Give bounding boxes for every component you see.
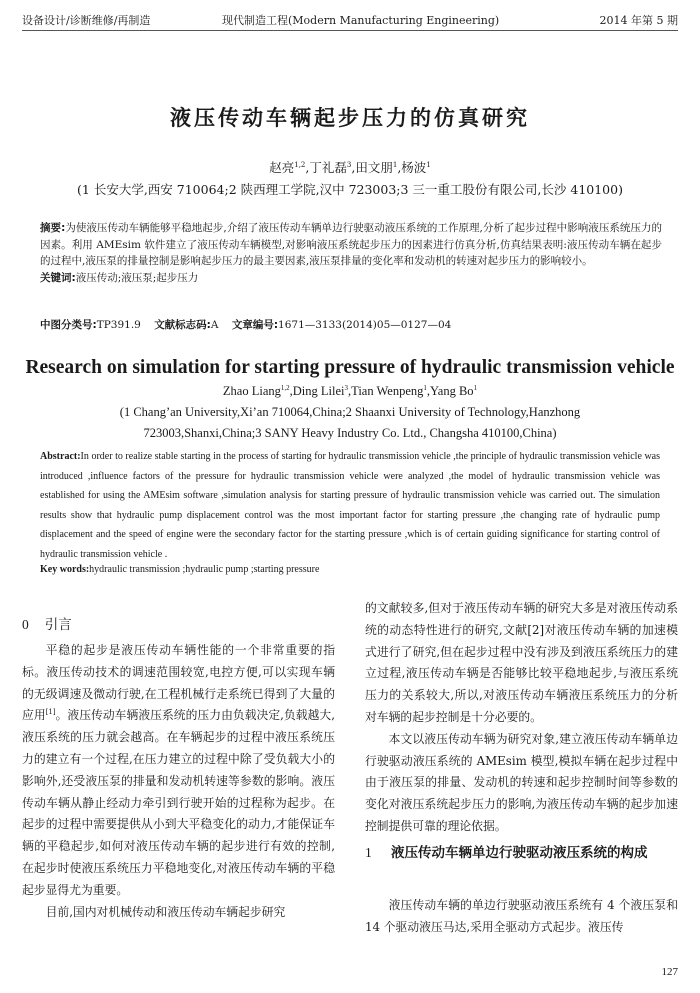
running-header-left: 设备设计/诊断维修/再制造 [22, 14, 151, 27]
section-title: 引言 [44, 617, 72, 633]
doc-code-value: A [210, 319, 219, 331]
authors-en: Zhao Liang$^{1,2}$,Ding Lilei$^3$,Tian Wenpeng$^1$,Yang Bo$^1$ [222, 383, 478, 398]
author-name: 赵亮 [269, 160, 295, 175]
clc-label: 中图分类号: [40, 319, 97, 331]
paragraph: 目前,国内对机械传动和液压传动车辆起步研究 [45, 904, 286, 919]
author-name: 田文朋 [355, 160, 393, 175]
paragraph-text: 。液压传动车辆液压系统的压力由负载决定,负载越大,液压系统的压力就会越高。在车辆起步的过程中液压系统压力的建立有一个过程,在压力建立的过程中除了受负载大小的影响外,还受液压泵的排量和发动机转速等参数的影响。液压传动车辆从静止经动力牵引到行驶开始的过程称为起步。在起步的过程中需要提供从小到大平稳变化的动力,才能保证车辆的平稳起步,如何对液压传动车辆的起步进行有效的控制,在起步时使液压系统压力平稳地变化,对液压传动车辆的平稳起步显得尤为重要。 [22, 708, 335, 897]
author-name: 杨波 [401, 160, 427, 175]
running-header-journal: 现代制造工程(Modern Manufacturing Engineering) [222, 14, 500, 27]
clc-value: TP391.9 [96, 319, 141, 331]
author-name: 丁礼磊 [309, 160, 347, 175]
abstract-label-en: Abstract: [40, 451, 81, 462]
keywords-en [40, 564, 319, 575]
article-id-label: 文章编号: [231, 319, 279, 331]
paragraph [22, 640, 335, 902]
keywords-label-cn: 关键词: [40, 271, 76, 284]
keywords-label-en: Key words: [40, 564, 90, 575]
classification-info [40, 317, 451, 332]
abstract-cn [40, 220, 662, 286]
running-header-issue: 2014 年第 5 期 [599, 14, 678, 27]
author-name-en: Yang Bo [430, 384, 474, 398]
article-id-value: 1671—3133(2014)05—0127—04 [278, 319, 452, 331]
author-name-en: Tian Wenpeng [351, 384, 424, 398]
paragraph-text: 平稳的起步是液压传动车辆性能的一个非常重要的指标。液压传动技术的调速范围较宽,电控方便,可以实现车辆的无级调速及微动行驶,在工程机械行走系统已得到了大量的应用 [22, 643, 335, 723]
paragraph: 的文献较多,但对于液压传动车辆的研究大多是对液压传动系统的动态特性进行的研究,文献[2]对液压传动车辆的加速模式进行了研究,但在起步过程中没有涉及到液压系统压力的建立过程,液压传动车辆是否能够比较平稳地起步,与液压系统压力的关系较大,所以,对液压传动车辆液压系统压力的分析对车辆的起步控制是十分必要的。 [365, 601, 678, 724]
author-affil-mark: 1 [392, 160, 398, 169]
paragraph: 液压传动车辆的单边行驶驱动液压系统有 4 个液压泵和 14 个驱动液压马达,采用全驱动方式起步。液压传 [365, 898, 678, 934]
section-number: 1 [365, 845, 372, 860]
author-affil-mark: 3 [346, 160, 352, 169]
left-column [22, 640, 335, 923]
abstract-label-cn: 摘要: [40, 222, 66, 234]
section-number: 0 [22, 617, 29, 632]
affiliations-en-line2: 723003,Shanxi,China;3 SANY Heavy Industry Co. Ltd., Changsha 410100,China) [143, 426, 557, 440]
abstract-en [40, 447, 660, 564]
author-name-en: Zhao Liang [222, 384, 281, 398]
author-affil-mark: 1 [426, 160, 431, 169]
section-heading-introduction [22, 613, 72, 633]
page-number: 127 [661, 966, 678, 978]
author-name-en: Ding Lilei [292, 384, 345, 398]
author-affil-mark: 1,2 [294, 160, 306, 169]
keywords-text-cn: 液压传动;液压泵;起步压力 [75, 271, 199, 284]
doc-code-label: 文献标志码: [154, 319, 211, 331]
affiliations-cn: (1 长安大学,西安 710064;2 陕西理工学院,汉中 723003;3 三一重工股份有限公司,长沙 410100) [77, 182, 623, 197]
paragraph: 本文以液压传动车辆为研究对象,建立液压传动车辆单边行驶驱动液压系统的 AMEsim 模型,模拟车辆在起步过程中由于液压泵的排量、发动机的转速和起步控制时间等参数的变化对液压系统起步压力的影响,为液压传动车辆的起步加速控制提供可靠的理论依据。 [365, 731, 678, 833]
right-column-cont [365, 895, 678, 939]
author-affil-mark: 1 [423, 383, 427, 392]
citation-ref: [1] [45, 708, 56, 717]
affiliations-en-line1: (1 Chang’an University,Xi’an 710064,China;2 Shaanxi University of Technology,Hanzhong [119, 405, 581, 419]
header-divider [22, 30, 678, 31]
section-heading-1 [365, 842, 678, 864]
abstract-text-cn: 为使液压传动车辆能够平稳地起步,介绍了液压传动车辆单边行驶驱动液压系统的工作原理,分析了起步过程中影响液压系统压力的因素。利用 AMEsim 软件建立了液压传动车辆模型,对影响液压系统起步压力的因素进行仿真分析,仿真结果表明:液压传动车辆在起步的过程中,液压泵的排量控制是影响起步压力的最主要因素,液压泵排量的变化率和发动机的转速对起步压力的影响较小。 [40, 222, 662, 267]
keywords-text-en: hydraulic transmission ;hydraulic pump ;starting pressure [89, 564, 320, 575]
abstract-text-en: In order to realize stable starting in the process of starting for hydraulic transmission vehicle ,the principle of hydraulic transmission vehicle was introduced ,influence factors of the pressure for hydraulic transmission vehicle were analyzed ,the model of hydraulic transmission vehicle was established for using the AMEsim software ,simulation analysis for starting pressure of hydraulic transmission vehicle was carried out. The simulation results show that hydraulic pump displacement control was the most important factor for starting pressure ,the changing rate of hydraulic pump displacement and the speed of engine were the secondary factor for the starting pressure ,which is of certain guiding significance for starting control of hydraulic transmission vehicle . [40, 451, 660, 560]
paper-title-cn: 液压传动车辆起步压力的仿真研究 [170, 106, 530, 130]
author-affil-mark: 3 [344, 383, 348, 392]
authors-cn: 赵亮$^{1,2}$,丁礼磊$^3$,田文朋$^1$,杨波$^1$ [269, 160, 431, 175]
author-affil-mark: 1 [473, 383, 478, 392]
section-title: 液压传动车辆单边行驶驱动液压系统的构成 [391, 845, 648, 861]
paper-title-en: Research on simulation for starting pressure of hydraulic transmission vehicle [25, 357, 675, 378]
author-affil-mark: 1,2 [280, 383, 290, 392]
right-column [365, 598, 678, 838]
